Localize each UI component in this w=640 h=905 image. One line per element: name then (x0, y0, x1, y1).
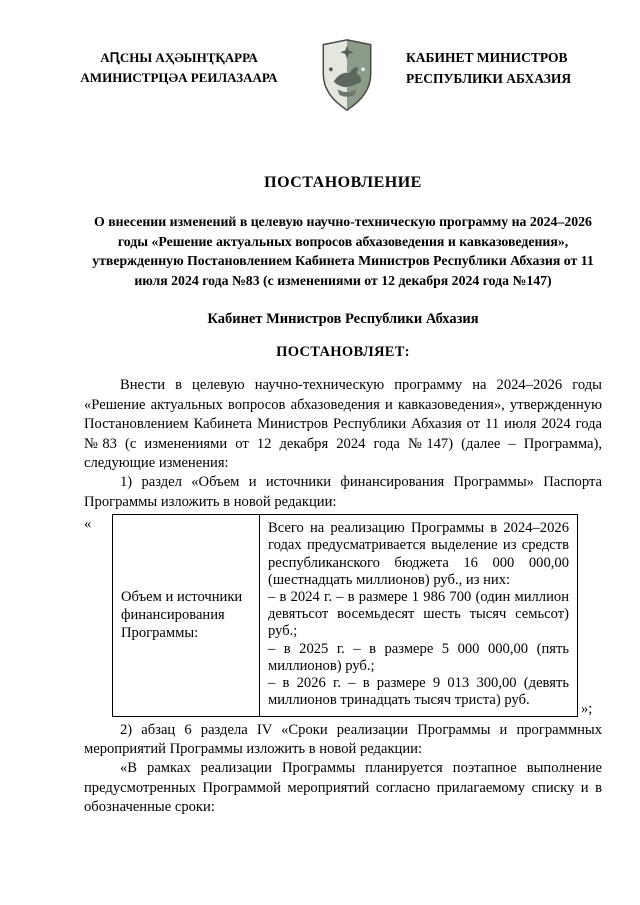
finance-table-block (84, 514, 602, 716)
table-close-quote: »; (581, 700, 593, 717)
finance-table-content-cell (260, 515, 577, 715)
letterhead-abkhaz-line1: АԤСНЫ АҲӘЫНҬҚАРРА (100, 50, 258, 65)
letterhead (70, 36, 602, 112)
amendment-item-1: 1) раздел «Объем и источники финансирования Программы» Паспорта Программы изложить в новой редакции: (84, 474, 602, 510)
finance-table (112, 514, 578, 716)
finance-total-paragraph: Всего на реализацию Программы в 2024–2026 годах предусматривается выделение из средств республиканского бюджета 16 000 000,00 (шестнадцать миллионов) руб., из них: (268, 520, 569, 588)
letterhead-russian-line2: РЕСПУБЛИКИ АБХАЗИЯ (406, 70, 572, 86)
finance-2026-paragraph: – в 2026 г. – в размере 9 013 300,00 (девять миллионов тринадцать тысяч триста) руб. (268, 675, 569, 709)
finance-2024-paragraph: – в 2024 г. – в размере 1 986 700 (один миллион девятьсот восемьдесят шесть тысяч семьсот) руб.; (268, 589, 569, 640)
finance-table-label: Объем и источники финансирования Программы: (121, 589, 243, 642)
document-title: ПОСТАНОВЛЕНИЕ (264, 174, 422, 191)
finance-table-label-cell (113, 515, 260, 715)
letterhead-abkhaz-line2: АМИНИСТРЦӘА РЕИЛАЗААРА (80, 70, 278, 86)
intro-paragraph: Внести в целевую научно-техническую программу на 2024–2026 годы «Решение актуальных вопросов абхазоведения и кавказоведения», утвержденную Постановлением Кабинета Министров Республики Абхазия от 11 июля 2024 года №83 (с изменениями от 12 декабря 2024 года №147) (далее – Программа), следующие изменения: (84, 377, 602, 471)
amendment-item-2: 2) абзац 6 раздела IV «Сроки реализации Программы и программных мероприятий Программы изложить в новой редакции: (84, 721, 602, 757)
closing-paragraph: «В рамках реализации Программы планируется поэтапное выполнение предусмотренных Программой мероприятий согласно прилагаемому списку и в обозначенные сроки: (84, 760, 602, 816)
issuing-authority: Кабинет Министров Республики Абхазия (207, 311, 479, 328)
resolution-heading: ПОСТАНОВЛЯЕТ: (276, 344, 410, 361)
finance-2025-paragraph: – в 2025 г. – в размере 5 000 000,00 (пять миллионов) руб.; (268, 640, 569, 674)
table-open-quote: « (84, 516, 92, 533)
letterhead-russian (406, 36, 602, 90)
coat-of-arms-icon (318, 38, 376, 112)
document-subject: О внесении изменений в целевую научно-техническую программу на 2024–2026 годы «Решение актуальных вопросов абхазоведения и кавказоведения», утвержденную Постановлением Кабинета Министров Республики Абхазия от 11 июля 2024 года №83 (с изменениями от 12 декабря 2024 года №147) (92, 214, 594, 288)
letterhead-abkhaz (70, 36, 288, 88)
letterhead-russian-line1: КАБИНЕТ МИНИСТРОВ (406, 50, 568, 65)
